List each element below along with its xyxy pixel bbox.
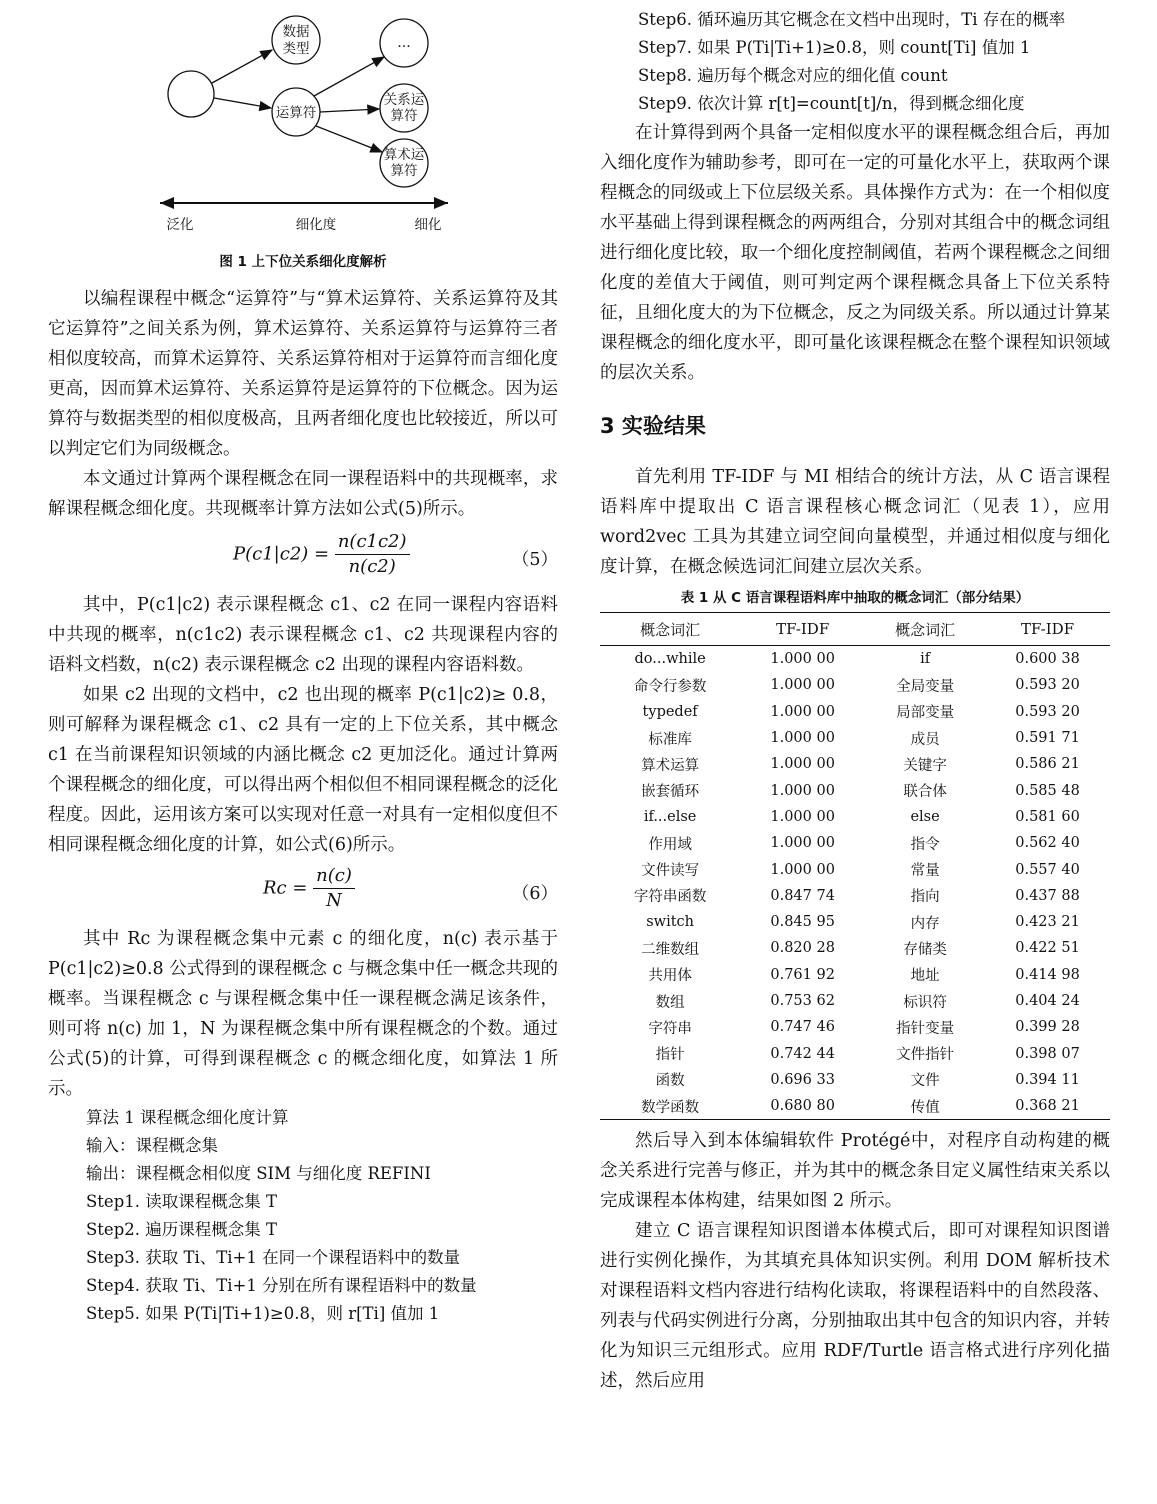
root-node bbox=[168, 71, 214, 117]
table-cell: 1.000 00 bbox=[770, 730, 835, 747]
table-cell: 1.000 00 bbox=[770, 756, 835, 773]
paragraph: 其中 Rc 为课程概念集中元素 c 的细化度，n(c) 表示基于 P(c1|c2)≥0.8 公式得到的课程概念 c 与概念集中任一概念共现的概率。当课程概念 c 与课程概念集中任一课程概念满足该条件，则可将 n(c) 加 1，N 为课程概念集中所有课程概念的个数。通过公式(5)的计算，可得到课程概念 c 的概念细化度，如算法 1 所示。 bbox=[48, 929, 558, 1099]
node-label: 关系运 bbox=[383, 92, 425, 108]
table-header: 概念词汇 bbox=[600, 613, 740, 646]
table-row bbox=[600, 699, 1110, 725]
node-label: 运算符 bbox=[275, 105, 317, 121]
table-cell: 1.000 00 bbox=[770, 703, 835, 720]
table-row bbox=[600, 672, 1110, 698]
formula-number: （5） bbox=[511, 550, 558, 570]
table-cell: 0.742 44 bbox=[770, 1045, 835, 1062]
paragraph: 本文通过计算两个课程概念在同一课程语料中的共现概率，求解课程概念细化度。共现概率计算方法如公式(5)所示。 bbox=[48, 469, 558, 519]
paragraph: 首先利用 TF-IDF 与 MI 相结合的统计方法，从 C 语言课程语料库中提取出 C 语言课程核心概念词汇（见表 1），应用 word2vec 工具为其建立词空间向量模型，并通过相似度与细化度计算，在概念候选词汇间建立层次关系。 bbox=[600, 467, 1110, 577]
formula-denominator: N bbox=[326, 890, 342, 911]
node-label: 算符 bbox=[390, 108, 418, 124]
node-label: 类型 bbox=[282, 41, 310, 57]
table-cell: 0.423 21 bbox=[1015, 914, 1080, 931]
hypernym-diagram bbox=[48, 0, 558, 245]
table-cell: 0.591 71 bbox=[1015, 730, 1080, 747]
paragraph: 以编程课程中概念“运算符”与“算术运算符、关系运算符及其它运算符”之间关系为例，算术运算符、关系运算符与运算符三者相似度较高，而算术运算符、关系运算符相对于运算符而言细化度更高，因而算术运算符、关系运算符是运算符的下位概念。因为运算符与数据类型的相似度极高，且两者细化度也比较接近，所以可以判定它们为同级概念。 bbox=[48, 289, 558, 459]
algorithm-line: Step7. 如果 P(Ti|Ti+1)≥0.8，则 count[Ti] 值加 1 bbox=[638, 38, 1031, 57]
table-cell: 0.581 60 bbox=[1015, 808, 1080, 825]
table-cell: 1.000 00 bbox=[770, 835, 835, 852]
table-cell: 0.394 11 bbox=[1015, 1071, 1080, 1088]
table-row bbox=[600, 804, 1110, 830]
table-header: 概念词汇 bbox=[865, 613, 985, 646]
algorithm-line: Step8. 遍历每个概念对应的细化值 count bbox=[638, 66, 948, 85]
table-cell: 全局变量 bbox=[896, 678, 955, 695]
algorithm-line: Step6. 循环遍历其它概念在文档中出现时，Ti 存在的概率 bbox=[638, 10, 1066, 29]
table-cell: 指针变量 bbox=[896, 1020, 955, 1037]
table-row bbox=[600, 1067, 1110, 1093]
table-cell: 命令行参数 bbox=[633, 678, 707, 695]
table-cell: 0.747 46 bbox=[770, 1019, 835, 1036]
formula-number: （6） bbox=[511, 884, 558, 904]
formula-lhs: Rc = bbox=[263, 877, 308, 899]
table-cell: 地址 bbox=[910, 968, 940, 985]
node-label: 算术运 bbox=[383, 147, 425, 163]
table-cell: 0.398 07 bbox=[1015, 1045, 1080, 1062]
node-label: 算符 bbox=[390, 163, 418, 179]
table-cell: 1.000 00 bbox=[770, 677, 835, 694]
table-cell: 0.557 40 bbox=[1015, 861, 1080, 878]
table-cell: do...while bbox=[634, 651, 706, 668]
table-row bbox=[600, 1040, 1110, 1066]
table-row bbox=[600, 1093, 1110, 1120]
table-row bbox=[600, 646, 1110, 673]
paragraph: 如果 c2 出现的文档中，c2 也出现的概率 P(c1|c2)≥ 0.8，则可解释为课程概念 c1、c2 具有一定的上下位关系，其中概念 c1 在当前课程知识领域的内涵比概念 c2 更加泛化。通过计算两个课程概念的细化度，可以得出两个相似但不相同课程概念的泛化程度。因此，运用该方案可以实现对任意一对具有一定相似度但不相同课程概念细化度的计算，如公式(6)所示。 bbox=[48, 685, 558, 855]
table-cell: 标识符 bbox=[903, 994, 947, 1011]
table-header-row bbox=[600, 613, 1110, 646]
table-cell: 0.600 38 bbox=[1015, 651, 1080, 668]
table-cell: 联合体 bbox=[903, 784, 947, 801]
table-body bbox=[600, 646, 1110, 1120]
table-row bbox=[600, 830, 1110, 856]
algorithm-line: Step1. 读取课程概念集 T bbox=[86, 1192, 277, 1211]
table-cell: 0.761 92 bbox=[770, 966, 835, 983]
table-cell: 共用体 bbox=[648, 968, 692, 985]
table-cell: if...else bbox=[643, 808, 697, 825]
table-cell: 0.404 24 bbox=[1015, 993, 1080, 1009]
figure-caption: 图 1 上下位关系细化度解析 bbox=[219, 254, 387, 270]
algorithm-line: Step3. 获取 Ti、Ti+1 在同一个课程语料中的数量 bbox=[86, 1248, 461, 1267]
table-cell: 字符串函数 bbox=[633, 889, 707, 906]
algorithm-line: Step9. 依次计算 r[t]=count[t]/n，得到概念细化度 bbox=[638, 94, 1025, 113]
table-caption: 表 1 从 C 语言课程语料库中抽取的概念词汇（部分结果） bbox=[680, 590, 1030, 606]
algorithm-line: 输出：课程概念相似度 SIM 与细化度 REFINI bbox=[86, 1164, 431, 1183]
table-cell: 0.820 28 bbox=[770, 940, 835, 957]
table-cell: 0.680 80 bbox=[740, 1093, 865, 1120]
table-cell: 0.399 28 bbox=[1015, 1019, 1080, 1036]
algorithm-line: Step2. 遍历课程概念集 T bbox=[86, 1220, 277, 1239]
table-row bbox=[600, 777, 1110, 803]
axis-label-left: 泛化 bbox=[166, 217, 194, 233]
table-cell: 局部变量 bbox=[896, 705, 955, 722]
formula-denominator: n(c2) bbox=[348, 556, 396, 577]
table-cell: 成员 bbox=[910, 731, 940, 748]
table-cell: 0.593 20 bbox=[1015, 677, 1080, 694]
table-cell: 算术运算 bbox=[641, 757, 700, 774]
formula-numerator: n(c) bbox=[313, 864, 355, 889]
table-row bbox=[600, 751, 1110, 777]
table-row bbox=[600, 909, 1110, 935]
table-cell: 关键字 bbox=[903, 757, 947, 774]
table-cell: 常量 bbox=[910, 863, 940, 880]
algorithm-line: Step5. 如果 P(Ti|Ti+1)≥0.8，则 r[Ti] 值加 1 bbox=[86, 1304, 440, 1323]
table-row bbox=[600, 856, 1110, 882]
table-cell: 0.422 51 bbox=[1015, 940, 1080, 957]
section-title: 3 实验结果 bbox=[600, 414, 706, 438]
table-cell: 文件指针 bbox=[896, 1047, 955, 1064]
table-cell: 文件 bbox=[910, 1073, 940, 1090]
table-cell: 指针 bbox=[655, 1047, 685, 1064]
table-cell: 嵌套循环 bbox=[641, 784, 700, 801]
table-cell: 字符串 bbox=[648, 1020, 692, 1037]
table-row bbox=[600, 935, 1110, 961]
table-row bbox=[600, 1014, 1110, 1040]
table-cell: 指令 bbox=[910, 836, 940, 853]
table-cell: 0.437 88 bbox=[1015, 887, 1080, 904]
axis-label-middle: 细化度 bbox=[295, 217, 337, 233]
formula-numerator: n(c1c2) bbox=[335, 530, 410, 555]
concept-table bbox=[600, 612, 1110, 1120]
algorithm-1 bbox=[48, 1104, 558, 1328]
table-header: TF-IDF bbox=[985, 613, 1110, 646]
table-row bbox=[600, 988, 1110, 1014]
table-cell: switch bbox=[646, 914, 694, 931]
table-cell: 0.562 40 bbox=[1015, 835, 1080, 852]
table-cell: typedef bbox=[642, 703, 698, 720]
table-cell: 0.847 74 bbox=[770, 887, 835, 904]
table-cell: 文件读写 bbox=[641, 863, 700, 880]
table-cell: 1.000 00 bbox=[770, 861, 835, 878]
table-cell: 存储类 bbox=[903, 941, 947, 958]
table-cell: 0.593 20 bbox=[1015, 703, 1080, 720]
table-cell: 数组 bbox=[655, 994, 685, 1011]
table-row bbox=[600, 883, 1110, 909]
table-cell: 作用域 bbox=[648, 836, 692, 853]
table-cell: 函数 bbox=[655, 1073, 685, 1090]
table-cell: 0.586 21 bbox=[1015, 756, 1080, 773]
table-cell: 0.845 95 bbox=[770, 914, 835, 931]
table-row bbox=[600, 962, 1110, 988]
table-cell: 传值 bbox=[865, 1093, 985, 1120]
formula-6 bbox=[48, 864, 558, 924]
node-label: … bbox=[397, 35, 411, 51]
table-cell: 指向 bbox=[910, 889, 940, 906]
formula-lhs: P(c1|c2) = bbox=[233, 543, 330, 565]
formula-5 bbox=[48, 530, 558, 590]
table-cell: 0.753 62 bbox=[770, 993, 835, 1009]
paragraph: 其中，P(c1|c2) 表示课程概念 c1、c2 在同一课程内容语料中共现的概率，n(c1c2) 表示课程概念 c1、c2 共现课程内容的语料文档数，n(c2) 表示课程概念 c2 出现的课程内容语料数。 bbox=[48, 595, 558, 675]
table-cell: 1.000 00 bbox=[770, 808, 835, 825]
table-cell: 1.000 00 bbox=[770, 651, 835, 668]
table-cell: 0.696 33 bbox=[770, 1071, 835, 1088]
paragraph: 然后导入到本体编辑软件 Protégé中，对程序自动构建的概念关系进行完善与修正，并为其中的概念条目定义属性结束关系以完成课程本体构建，结果如图 2 所示。 bbox=[600, 1131, 1110, 1212]
table-cell: 标准库 bbox=[648, 731, 692, 748]
table-cell: 内存 bbox=[910, 915, 940, 932]
table-header: TF-IDF bbox=[740, 613, 865, 646]
table-cell: 二维数组 bbox=[641, 941, 700, 958]
paragraph: 在计算得到两个具备一定相似度水平的课程概念组合后，再加入细化度作为辅助参考，即可在一定的可量化水平上，获取两个课程概念的同级或上下位层级关系。具体操作方式为：在一个相似度水平基础上得到课程概念的两两组合，分别对其组合中的概念词组进行细化度比较，取一个细化度控制阈值，若两个课程概念之间细化度的差值大于阈值，则可判定两个课程概念具备上下位关系特征，且细化度大的为下位概念，反之为同级关系。所以通过计算某课程概念的细化度水平，即可量化该课程概念在整个课程知识领域的层次关系。 bbox=[600, 123, 1110, 383]
algorithm-line: Step4. 获取 Ti、Ti+1 分别在所有课程语料中的数量 bbox=[86, 1276, 477, 1295]
table-cell: 0.585 48 bbox=[1015, 782, 1080, 799]
table-cell: 0.414 98 bbox=[1015, 966, 1080, 983]
algorithm-line: 算法 1 课程概念细化度计算 bbox=[86, 1108, 289, 1127]
figure-1 bbox=[48, 0, 558, 280]
table-row bbox=[600, 725, 1110, 751]
axis-label-right: 细化 bbox=[414, 217, 442, 233]
paragraph: 建立 C 语言课程知识图谱本体模式后，即可对课程知识图谱进行实例化操作，为其填充具体知识实例。利用 DOM 解析技术对课程语料文档内容进行结构化读取，将课程语料中的自然段落、列表与代码实例进行分离，分别抽取出其中包含的知识内容，并转化为知识三元组形式。应用 RDF/Turtle 语言格式进行序列化描述，然后应用 bbox=[600, 1221, 1110, 1392]
node-label: 数据 bbox=[282, 24, 310, 40]
table-cell: if bbox=[920, 651, 931, 668]
table-cell: 1.000 00 bbox=[770, 782, 835, 799]
algorithm-line: 输入：课程概念集 bbox=[86, 1136, 218, 1155]
table-cell: 0.368 21 bbox=[985, 1093, 1110, 1120]
table-cell: else bbox=[910, 808, 940, 825]
table-cell: 数学函数 bbox=[600, 1093, 740, 1120]
